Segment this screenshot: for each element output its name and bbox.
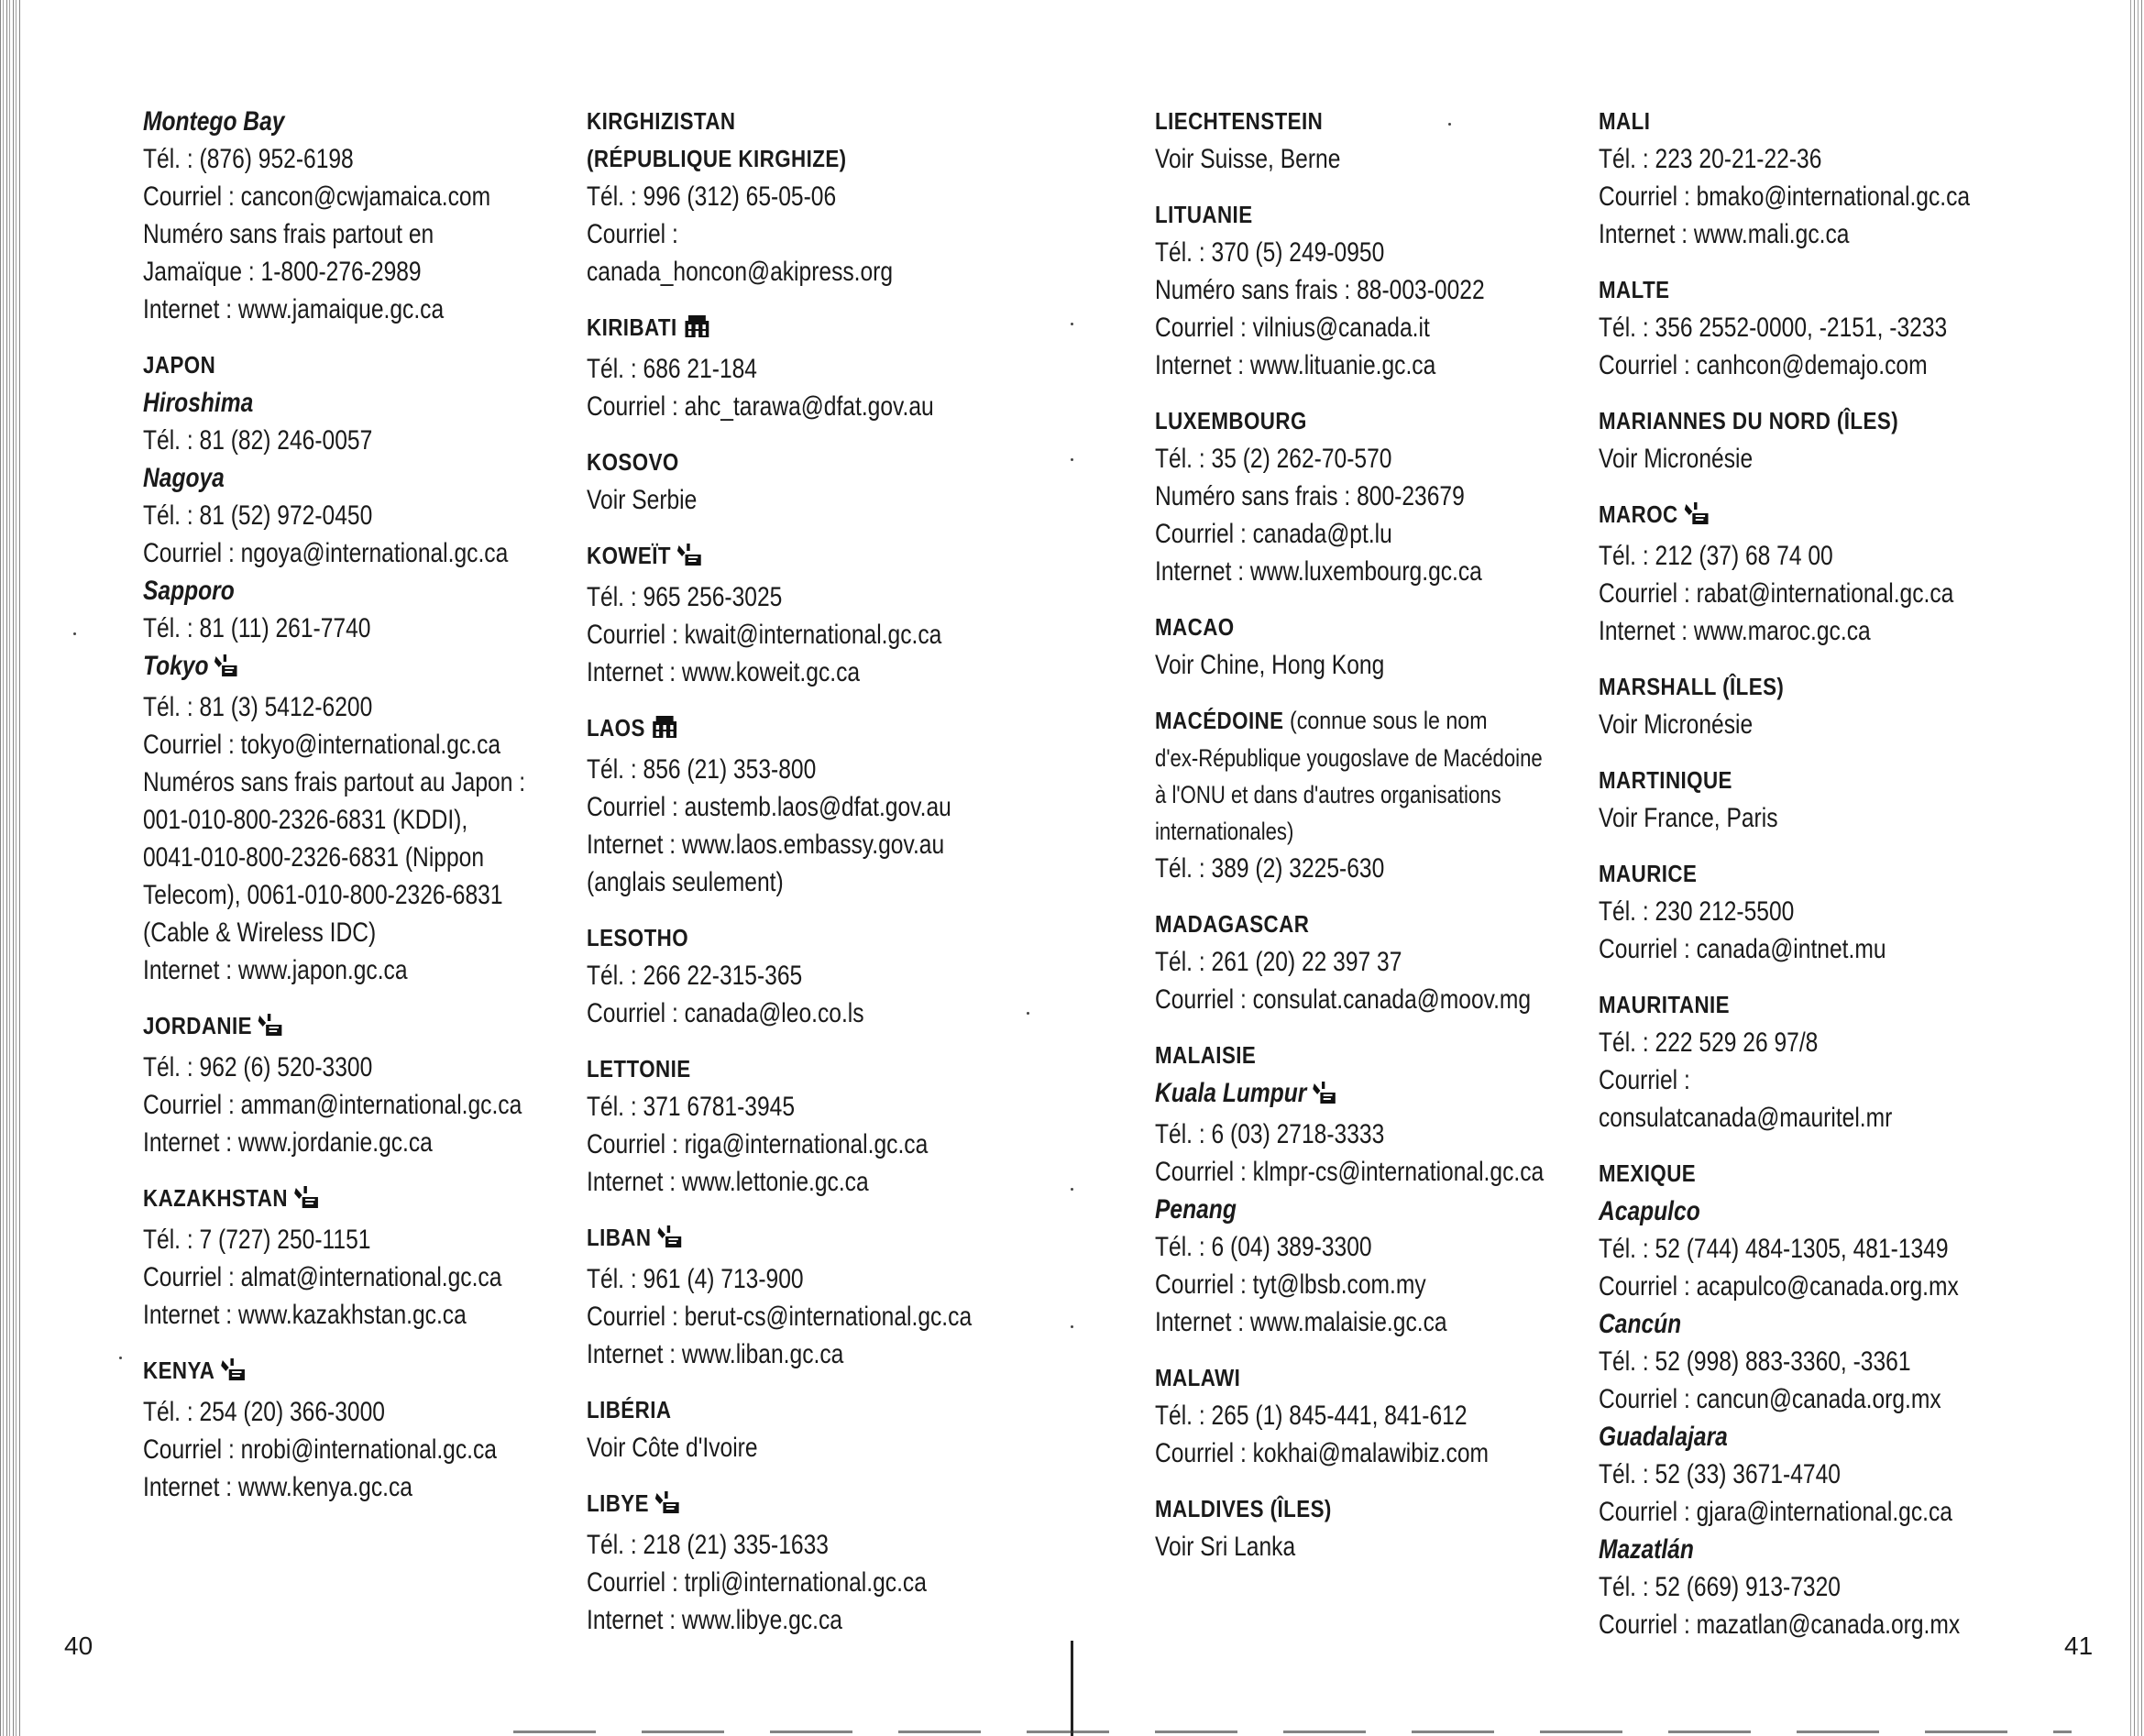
contact-line: (anglais seulement) bbox=[587, 867, 784, 897]
country-heading bbox=[143, 1352, 553, 1393]
center-gutter bbox=[1071, 1641, 1073, 1736]
contact-line: Courriel : bmako@international.gc.ca bbox=[1599, 181, 1971, 212]
city-name: Nagoya bbox=[143, 463, 225, 493]
contact-line: Courriel : kokhai@malawibiz.com bbox=[1155, 1438, 1490, 1468]
scan-speck bbox=[1027, 1012, 1029, 1015]
contact-line: Courriel : tokyo@international.gc.ca bbox=[143, 730, 501, 760]
contact-line: Courriel : almat@international.gc.ca bbox=[143, 1262, 502, 1292]
contact-line: Numéro sans frais : 800-23679 bbox=[1155, 481, 1465, 511]
contact-line: Courriel : rabat@international.gc.ca bbox=[1599, 578, 1954, 609]
country-heading bbox=[1155, 103, 1565, 140]
contact-line: Courriel : canada@intnet.mu bbox=[1599, 934, 1886, 964]
directory-entry bbox=[1155, 609, 1632, 684]
city-heading bbox=[143, 572, 533, 610]
column-1 bbox=[143, 103, 620, 1524]
country-name: MACÉDOINE bbox=[1155, 707, 1284, 734]
contact-line: Courriel : acapulco@canada.org.mx bbox=[1599, 1271, 1959, 1302]
binding-edge-right bbox=[2128, 0, 2144, 1736]
contact-line: Courriel : bbox=[587, 219, 678, 249]
city-heading bbox=[1599, 1531, 1989, 1568]
country-heading bbox=[1155, 196, 1565, 234]
country-name: KIRGHIZISTAN bbox=[587, 107, 736, 135]
country-name: LETTONIE bbox=[587, 1055, 691, 1082]
contact-line: Courriel : ahc_tarawa@dfat.gov.au bbox=[587, 391, 934, 422]
contact-line: Courriel : riga@international.gc.ca bbox=[587, 1129, 929, 1159]
contact-line: 0041-010-800-2326-6831 (Nippon bbox=[143, 842, 485, 873]
contact-line: Voir Côte d'Ivoire bbox=[587, 1433, 758, 1463]
country-heading bbox=[143, 346, 553, 384]
country-name: LIBÉRIA bbox=[587, 1396, 672, 1423]
contact-line: Tél. : (876) 952-6198 bbox=[143, 144, 354, 174]
city-heading bbox=[1599, 1418, 1989, 1456]
directory-entry bbox=[143, 647, 620, 989]
city-name: Cancún bbox=[1599, 1309, 1682, 1339]
directory-entry bbox=[143, 103, 620, 328]
contact-line: Internet : www.kazakhstan.gc.ca bbox=[143, 1300, 467, 1330]
contact-line: Voir Serbie bbox=[587, 485, 698, 515]
directory-entry bbox=[1155, 1359, 1632, 1472]
directory-entry bbox=[1599, 762, 2075, 837]
contact-line: Tél. : 996 (312) 65-05-06 bbox=[587, 181, 837, 212]
contact-line: Tél. : 52 (998) 883-3360, -3361 bbox=[1599, 1346, 1911, 1377]
city-heading bbox=[1155, 1074, 1545, 1115]
contact-line: Tél. : 962 (6) 520-3300 bbox=[143, 1052, 373, 1082]
contact-line: Tél. : 212 (37) 68 74 00 bbox=[1599, 541, 1833, 571]
country-heading bbox=[1155, 906, 1565, 943]
contact-line: Courriel : consulat.canada@moov.mg bbox=[1155, 984, 1532, 1015]
contact-line: Tél. : 7 (727) 250-1151 bbox=[143, 1225, 371, 1255]
contact-line: Internet : www.libye.gc.ca bbox=[587, 1605, 842, 1635]
contact-line: Internet : www.jordanie.gc.ca bbox=[143, 1127, 433, 1158]
country-name: KAZAKHSTAN bbox=[143, 1184, 288, 1212]
column-4 bbox=[1599, 103, 2075, 1662]
contact-line: canada_honcon@akipress.org bbox=[587, 257, 894, 287]
directory-entry bbox=[143, 1007, 620, 1161]
directory-entry bbox=[587, 1050, 1063, 1201]
contact-line: Courriel : nrobi@international.gc.ca bbox=[143, 1434, 497, 1465]
directory-entry bbox=[143, 1180, 620, 1334]
directory-entry bbox=[1155, 1037, 1632, 1074]
city-name: Mazatlán bbox=[1599, 1534, 1694, 1565]
city-heading bbox=[143, 647, 533, 688]
country-note: internationales) bbox=[1155, 818, 1294, 845]
city-heading bbox=[143, 103, 533, 140]
contact-line: Tél. : 218 (21) 335-1633 bbox=[587, 1530, 829, 1560]
country-name: MAROC bbox=[1599, 500, 1678, 528]
directory-entry bbox=[1155, 1191, 1632, 1341]
contact-line: Jamaïque : 1-800-276-2989 bbox=[143, 257, 422, 287]
contact-line: Internet : www.maroc.gc.ca bbox=[1599, 616, 1871, 646]
contact-line: Courriel : amman@international.gc.ca bbox=[143, 1090, 522, 1120]
passport-stamp-icon bbox=[294, 1183, 320, 1221]
contact-line: Numéro sans frais : 88-003-0022 bbox=[1155, 275, 1485, 305]
directory-entry bbox=[1155, 1074, 1632, 1191]
contact-line: Tél. : 261 (20) 22 397 37 bbox=[1155, 947, 1402, 977]
contact-line: Voir France, Paris bbox=[1599, 803, 1778, 833]
city-name: Guadalajara bbox=[1599, 1422, 1728, 1452]
contact-line: Internet : www.jamaique.gc.ca bbox=[143, 294, 445, 324]
country-name: LIBAN bbox=[587, 1224, 652, 1251]
country-heading bbox=[587, 1050, 996, 1088]
directory-entry bbox=[1599, 1192, 2075, 1305]
directory-entry bbox=[587, 309, 1063, 425]
directory-entry bbox=[1599, 1305, 2075, 1418]
contact-line: Tél. : 222 529 26 97/8 bbox=[1599, 1027, 1819, 1058]
contact-line: Tél. : 389 (2) 3225-630 bbox=[1155, 853, 1385, 884]
country-name: MALI bbox=[1599, 107, 1651, 135]
directory-entry bbox=[587, 709, 1063, 901]
city-heading bbox=[1599, 1305, 1989, 1343]
country-heading bbox=[587, 709, 996, 751]
scan-speck bbox=[1071, 1325, 1073, 1328]
directory-entry bbox=[1599, 668, 2075, 743]
country-heading bbox=[1599, 762, 2008, 799]
scan-speck bbox=[1071, 323, 1073, 325]
contact-line: Internet : www.kenya.gc.ca bbox=[143, 1472, 412, 1502]
contact-line: Courriel : klmpr-cs@international.gc.ca bbox=[1155, 1157, 1545, 1187]
contact-line: Tél. : 686 21-184 bbox=[587, 354, 757, 384]
directory-entry bbox=[587, 103, 1063, 291]
country-heading bbox=[1599, 402, 2008, 440]
contact-line: Voir Micronésie bbox=[1599, 709, 1754, 740]
contact-line: Internet : www.mali.gc.ca bbox=[1599, 219, 1850, 249]
contact-line: Tél. : 52 (33) 3671-4740 bbox=[1599, 1459, 1841, 1489]
directory-entry bbox=[587, 919, 1063, 1032]
contact-line: (Cable & Wireless IDC) bbox=[143, 917, 377, 948]
country-name: KOWEÏT bbox=[587, 542, 672, 569]
binding-edge-left bbox=[0, 0, 20, 1736]
contact-line: Courriel : mazatlan@canada.org.mx bbox=[1599, 1610, 1961, 1640]
contact-line: Internet : www.lituanie.gc.ca bbox=[1155, 350, 1436, 380]
country-name: MARIANNES DU NORD (ÎLES) bbox=[1599, 407, 1899, 434]
contact-line: Numéro sans frais partout en bbox=[143, 219, 434, 249]
country-name: LUXEMBOURG bbox=[1155, 407, 1307, 434]
country-name: MADAGASCAR bbox=[1155, 910, 1310, 938]
country-heading bbox=[1599, 668, 2008, 706]
column-3 bbox=[1155, 103, 1632, 1584]
directory-entry bbox=[587, 537, 1063, 691]
contact-line: Tél. : 230 212-5500 bbox=[1599, 896, 1795, 927]
country-name: KENYA bbox=[143, 1357, 215, 1384]
contact-line: Voir Chine, Hong Kong bbox=[1155, 650, 1385, 680]
directory-entry bbox=[1599, 1531, 2075, 1643]
country-heading bbox=[587, 537, 996, 578]
embassy-building-icon bbox=[652, 713, 678, 751]
country-name: LESOTHO bbox=[587, 924, 689, 951]
directory-entry bbox=[1155, 103, 1632, 178]
directory-entry bbox=[1155, 906, 1632, 1018]
contact-line: Tél. : 81 (11) 261-7740 bbox=[143, 613, 371, 643]
passport-stamp-icon bbox=[214, 651, 238, 688]
country-heading bbox=[1155, 1359, 1565, 1397]
scan-speck bbox=[119, 1357, 122, 1359]
directory-entry bbox=[1155, 402, 1632, 590]
country-heading bbox=[1155, 1037, 1565, 1074]
country-heading bbox=[587, 1485, 996, 1526]
country-name: MARSHALL (ÎLES) bbox=[1599, 673, 1785, 700]
directory-entry bbox=[1599, 103, 2075, 253]
country-name: MACAO bbox=[1155, 613, 1235, 641]
contact-line: Courriel : tyt@lbsb.com.my bbox=[1155, 1269, 1426, 1300]
country-name: MAURICE bbox=[1599, 860, 1698, 887]
country-name-line-2: (RÉPUBLIQUE KIRGHIZE) bbox=[587, 145, 847, 172]
directory-entry bbox=[143, 384, 620, 459]
footer-rule bbox=[513, 1731, 2072, 1733]
contact-line: Internet : www.koweit.gc.ca bbox=[587, 657, 861, 687]
country-name: MALAWI bbox=[1155, 1364, 1241, 1391]
contact-line: Courriel : vilnius@canada.it bbox=[1155, 313, 1430, 343]
city-name: Penang bbox=[1155, 1194, 1237, 1225]
passport-stamp-icon bbox=[657, 1223, 683, 1260]
city-heading bbox=[143, 459, 533, 497]
city-heading bbox=[1155, 1191, 1545, 1228]
country-name: MAURITANIE bbox=[1599, 991, 1731, 1018]
country-heading bbox=[1599, 271, 2008, 309]
contact-line: Tél. : 370 (5) 249-0950 bbox=[1155, 237, 1385, 268]
contact-line: Courriel : kwait@international.gc.ca bbox=[587, 620, 942, 650]
country-name: JORDANIE bbox=[143, 1012, 252, 1039]
contact-line: Tél. : 356 2552-0000, -2151, -3233 bbox=[1599, 313, 1948, 343]
country-name: JAPON bbox=[143, 351, 216, 379]
contact-line: Tél. : 52 (669) 913-7320 bbox=[1599, 1572, 1841, 1602]
contact-line: Numéros sans frais partout au Japon : bbox=[143, 767, 526, 797]
contact-line: Internet : www.liban.gc.ca bbox=[587, 1339, 844, 1369]
city-name: Acapulco bbox=[1599, 1196, 1700, 1226]
contact-line: Tél. : 35 (2) 262-70-570 bbox=[1155, 444, 1392, 474]
directory-entry bbox=[1599, 271, 2075, 384]
passport-stamp-icon bbox=[677, 541, 703, 578]
country-name: MALDIVES (ÎLES) bbox=[1155, 1495, 1332, 1522]
contact-line: Tél. : 265 (1) 845-441, 841-612 bbox=[1155, 1401, 1468, 1431]
scan-speck bbox=[1448, 123, 1451, 126]
contact-line: Courriel : cancun@canada.org.mx bbox=[1599, 1384, 1941, 1414]
country-heading bbox=[1599, 855, 2008, 893]
directory-entry bbox=[1155, 196, 1632, 384]
embassy-building-icon bbox=[684, 313, 710, 350]
country-heading bbox=[587, 444, 996, 481]
column-2 bbox=[587, 103, 1063, 1657]
contact-line: Tél. : 965 256-3025 bbox=[587, 582, 783, 612]
passport-stamp-icon bbox=[258, 1011, 284, 1049]
directory-entry bbox=[587, 1485, 1063, 1639]
directory-entry bbox=[1599, 496, 2075, 650]
country-name: LIECHTENSTEIN bbox=[1155, 107, 1324, 135]
country-heading bbox=[143, 1180, 553, 1221]
directory-entry bbox=[143, 459, 620, 572]
directory-entry bbox=[1599, 402, 2075, 478]
contact-line: Tél. : 856 (21) 353-800 bbox=[587, 754, 817, 785]
contact-line: Courriel : berut-cs@international.gc.ca bbox=[587, 1302, 973, 1332]
country-heading bbox=[1155, 402, 1565, 440]
country-name: MALAISIE bbox=[1155, 1041, 1257, 1069]
contact-line: consulatcanada@mauritel.mr bbox=[1599, 1103, 1893, 1133]
contact-line: Tél. : 371 6781-3945 bbox=[587, 1092, 796, 1122]
country-heading bbox=[1155, 609, 1565, 646]
passport-stamp-icon bbox=[1313, 1078, 1336, 1115]
city-name: Tokyo bbox=[143, 651, 209, 681]
country-heading bbox=[1155, 702, 1565, 740]
contact-line: Tél. : 6 (03) 2718-3333 bbox=[1155, 1119, 1385, 1149]
contact-line: 001-010-800-2326-6831 (KDDI), bbox=[143, 805, 468, 835]
passport-stamp-icon bbox=[655, 1489, 681, 1526]
country-heading bbox=[587, 309, 996, 350]
contact-line: Courriel : cancon@cwjamaica.com bbox=[143, 181, 491, 212]
directory-entry bbox=[587, 444, 1063, 519]
city-heading bbox=[143, 384, 533, 422]
country-name: KOSOVO bbox=[587, 448, 679, 476]
country-heading bbox=[587, 1219, 996, 1260]
country-heading bbox=[1599, 496, 2008, 537]
directory-entry bbox=[587, 1219, 1063, 1373]
city-name: Sapporo bbox=[143, 576, 235, 606]
scan-speck bbox=[1071, 458, 1073, 461]
contact-line: Tél. : 81 (82) 246-0057 bbox=[143, 425, 373, 456]
country-name: MALTE bbox=[1599, 276, 1670, 303]
contact-line: Courriel : ngoya@international.gc.ca bbox=[143, 538, 509, 568]
contact-line: Courriel : austemb.laos@dfat.gov.au bbox=[587, 792, 951, 822]
contact-line: Tél. : 223 20-21-22-36 bbox=[1599, 144, 1822, 174]
country-name: MEXIQUE bbox=[1599, 1159, 1697, 1187]
contact-line: Tél. : 81 (3) 5412-6200 bbox=[143, 692, 373, 722]
contact-line: Courriel : canada@leo.co.ls bbox=[587, 998, 864, 1028]
contact-line: Internet : www.japon.gc.ca bbox=[143, 955, 408, 985]
contact-line: Tél. : 6 (04) 389-3300 bbox=[1155, 1232, 1372, 1262]
passport-stamp-icon bbox=[1684, 500, 1710, 537]
contact-line: Voir Sri Lanka bbox=[1155, 1532, 1296, 1562]
contact-line: Tél. : 961 (4) 713-900 bbox=[587, 1264, 804, 1294]
country-heading bbox=[1599, 1155, 2008, 1192]
city-name: Kuala Lumpur bbox=[1155, 1078, 1307, 1108]
country-note: (connue sous le nom bbox=[1283, 707, 1488, 734]
directory-entry bbox=[143, 572, 620, 647]
directory-entry bbox=[1155, 702, 1632, 887]
country-heading bbox=[587, 919, 996, 957]
page-number-right: 41 bbox=[2064, 1632, 2094, 1660]
directory-entry bbox=[1155, 1490, 1632, 1566]
contact-line: Voir Micronésie bbox=[1599, 444, 1754, 474]
contact-line: Internet : www.luxembourg.gc.ca bbox=[1155, 556, 1482, 587]
country-name: MARTINIQUE bbox=[1599, 766, 1732, 794]
directory-entry bbox=[587, 1391, 1063, 1467]
directory-entry bbox=[1599, 986, 2075, 1137]
country-name: KIRIBATI bbox=[587, 313, 677, 341]
country-heading bbox=[587, 1391, 996, 1429]
contact-line: Courriel : trpli@international.gc.ca bbox=[587, 1567, 927, 1598]
contact-line: Courriel : bbox=[1599, 1065, 1690, 1095]
contact-line: Courriel : canhcon@demajo.com bbox=[1599, 350, 1928, 380]
directory-entry bbox=[1599, 1155, 2075, 1192]
country-note: à l'ONU et dans d'autres organisations bbox=[1155, 781, 1501, 808]
country-name: LAOS bbox=[587, 714, 645, 742]
contact-line: Internet : www.laos.embassy.gov.au bbox=[587, 830, 945, 860]
passport-stamp-icon bbox=[221, 1356, 247, 1393]
country-name: LITUANIE bbox=[1155, 201, 1253, 228]
directory-entry bbox=[1599, 1418, 2075, 1531]
country-note: d'ex-République yougoslave de Macédoine bbox=[1155, 744, 1543, 772]
page-number-left: 40 bbox=[64, 1632, 93, 1660]
contact-line: Tél. : 254 (20) 366-3000 bbox=[143, 1397, 385, 1427]
contact-line: Courriel : gjara@international.gc.ca bbox=[1599, 1497, 1952, 1527]
country-heading bbox=[1599, 103, 2008, 140]
contact-line: Voir Suisse, Berne bbox=[1155, 144, 1341, 174]
contact-line: Telecom), 0061-010-800-2326-6831 bbox=[143, 880, 503, 910]
directory-entry bbox=[1599, 855, 2075, 968]
city-name: Hiroshima bbox=[143, 388, 254, 418]
city-name: Montego Bay bbox=[143, 106, 285, 137]
contact-line: Internet : www.malaisie.gc.ca bbox=[1155, 1307, 1447, 1337]
contact-line: Tél. : 266 22-315-365 bbox=[587, 961, 803, 991]
contact-line: Internet : www.lettonie.gc.ca bbox=[587, 1167, 869, 1197]
scan-speck bbox=[73, 632, 76, 635]
directory-entry bbox=[143, 1352, 620, 1506]
country-heading bbox=[1599, 986, 2008, 1024]
scan-speck bbox=[1071, 1188, 1073, 1191]
country-heading bbox=[587, 103, 996, 140]
country-heading bbox=[1155, 1490, 1565, 1528]
directory-entry bbox=[143, 346, 620, 384]
country-name: LIBYE bbox=[587, 1489, 650, 1517]
contact-line: Tél. : 52 (744) 484-1305, 481-1349 bbox=[1599, 1234, 1949, 1264]
contact-line: Courriel : canada@pt.lu bbox=[1155, 519, 1392, 549]
contact-line: Tél. : 81 (52) 972-0450 bbox=[143, 500, 373, 531]
country-heading bbox=[143, 1007, 553, 1049]
city-heading bbox=[1599, 1192, 1989, 1230]
